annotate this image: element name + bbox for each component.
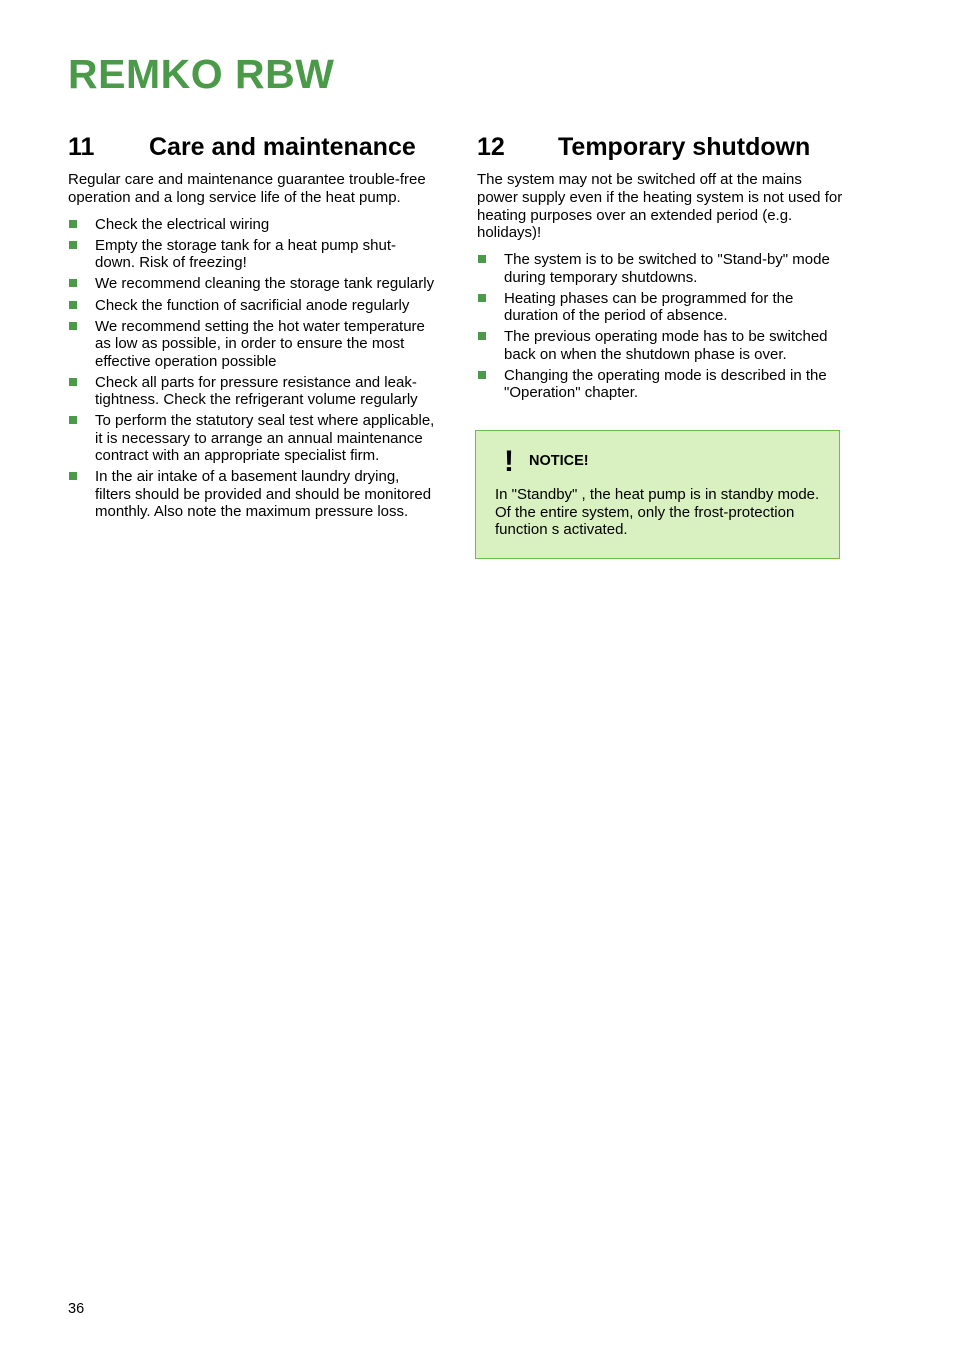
list-item-text: To perform the statutory seal test where applicable, it is necessary to arrange an annual maintenance contract with an appropriate specialist firm. bbox=[95, 412, 435, 465]
brand-title: REMKO RBW bbox=[68, 51, 335, 97]
bullet-square-icon bbox=[69, 279, 77, 287]
list-item bbox=[68, 374, 436, 409]
list-item-text: We recommend cleaning the storage tank regularly bbox=[95, 275, 435, 293]
shutdown-list bbox=[477, 251, 843, 402]
list-item-text: Empty the storage tank for a heat pump shut-down. Risk of freezing! bbox=[95, 236, 396, 272]
bullet-square-icon bbox=[478, 371, 486, 379]
page-number: 36 bbox=[68, 1301, 85, 1317]
list-item bbox=[68, 468, 436, 520]
list-item bbox=[477, 328, 843, 363]
bullet-square-icon bbox=[69, 241, 77, 249]
section-care-maintenance bbox=[68, 132, 436, 524]
bullet-square-icon bbox=[69, 322, 77, 330]
list-item bbox=[68, 412, 436, 464]
section-temporary-shutdown bbox=[477, 132, 843, 406]
bullet-square-icon bbox=[69, 220, 77, 228]
list-item bbox=[68, 297, 436, 314]
section-number: 11 bbox=[68, 133, 95, 161]
notice-box bbox=[475, 430, 840, 559]
section-heading bbox=[477, 132, 843, 162]
list-item bbox=[477, 367, 843, 402]
section-intro: Regular care and maintenance guarantee trouble-free operation and a long service life of the heat pump. bbox=[68, 171, 426, 206]
section-number: 12 bbox=[477, 133, 505, 161]
list-item-text: In the air intake of a basement laundry drying, filters should be provided and should be monitored monthly. Also note the maximum pressure loss. bbox=[95, 468, 432, 521]
list-item bbox=[68, 237, 436, 272]
section-title: Temporary shutdown bbox=[558, 133, 811, 161]
bullet-square-icon bbox=[69, 472, 77, 480]
bullet-square-icon bbox=[478, 332, 486, 340]
list-item-text: Check all parts for pressure resistance and leak-tightness. Check the refrigerant volume regularly bbox=[95, 373, 418, 409]
list-item-text: The previous operating mode has to be switched back on when the shutdown phase is over. bbox=[504, 328, 828, 363]
list-item bbox=[477, 251, 843, 286]
list-item-text: We recommend setting the hot water temperature as low as possible, in order to ensure the most effective operation possible bbox=[95, 317, 425, 370]
list-item bbox=[68, 216, 436, 233]
list-item bbox=[477, 290, 843, 325]
list-item bbox=[68, 275, 436, 292]
section-title: Care and maintenance bbox=[149, 133, 416, 161]
list-item-text: The system is to be switched to "Stand-by" mode during temporary shutdowns. bbox=[504, 251, 830, 286]
notice-title: NOTICE! bbox=[529, 453, 589, 469]
bullet-square-icon bbox=[478, 255, 486, 263]
list-item-text: Changing the operating mode is described in the "Operation" chapter. bbox=[504, 367, 827, 402]
list-item-text: Check the function of sacrificial anode regularly bbox=[95, 296, 410, 314]
bullet-square-icon bbox=[69, 416, 77, 424]
maintenance-list bbox=[68, 216, 436, 521]
exclamation-icon: ! bbox=[504, 445, 514, 478]
section-heading bbox=[68, 132, 436, 162]
bullet-square-icon bbox=[69, 301, 77, 309]
list-item-text: Heating phases can be programmed for the duration of the period of absence. bbox=[504, 289, 794, 325]
list-item bbox=[68, 318, 436, 370]
list-item-text: Check the electrical wiring bbox=[95, 215, 270, 233]
bullet-square-icon bbox=[478, 294, 486, 302]
bullet-square-icon bbox=[69, 378, 77, 386]
notice-text: In "Standby" , the heat pump is in standby mode. Of the entire system, only the frost-protection function s activated. bbox=[495, 486, 820, 539]
section-intro: The system may not be switched off at the mains power supply even if the heating system is not used for heating purposes over an extended period (e.g. holidays)! bbox=[477, 171, 843, 242]
